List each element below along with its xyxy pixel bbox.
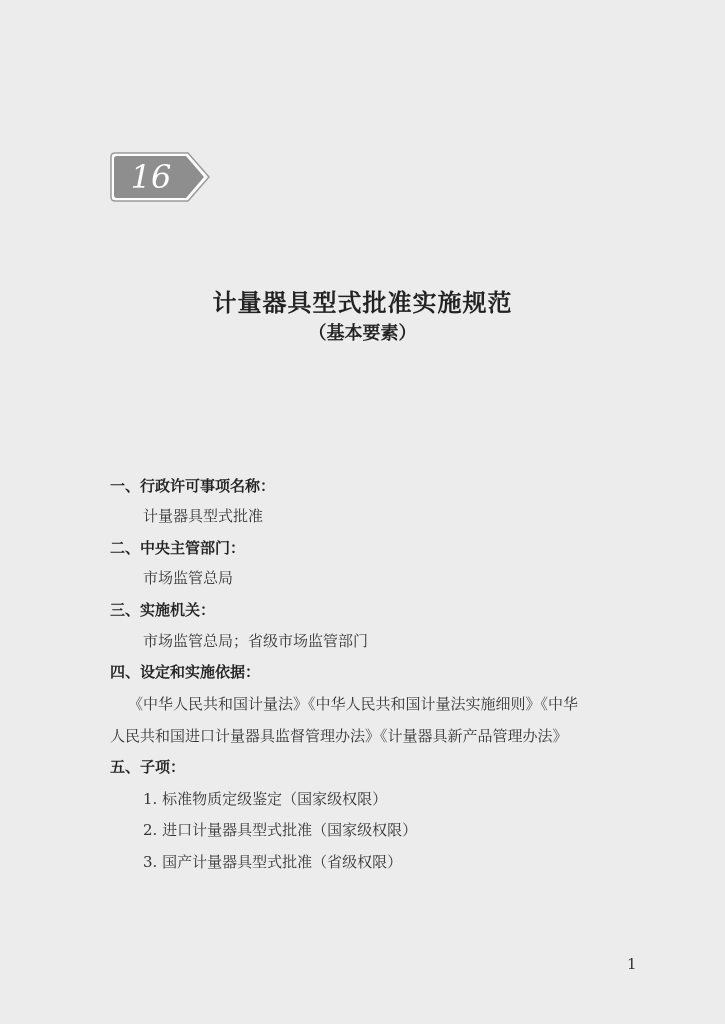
section-1-content: 计量器具型式批准: [143, 507, 264, 525]
section-5-heading: 五、子项：: [110, 758, 186, 776]
chapter-badge: [110, 152, 210, 202]
section-2-content: 市场监管总局: [143, 569, 234, 587]
sub-item: 2. 进口计量器具型式批准（国家级权限）: [143, 821, 418, 839]
section-3-content: 市场监管总局；省级市场监管部门: [143, 632, 369, 650]
section-4-text-line-1: 《中华人民共和国计量法》《中华人民共和国计量法实施细则》《中华: [128, 695, 579, 713]
chapter-number: 16: [130, 158, 172, 196]
section-4-text-line-2: 人民共和国进口计量器具监督管理办法》《计量器具新产品管理办法》: [110, 727, 568, 745]
sub-item: 1. 标准物质定级鉴定（国家级权限）: [143, 790, 388, 808]
section-4-heading: 四、设定和实施依据：: [110, 663, 261, 681]
page-subtitle: （基本要素）: [308, 323, 417, 344]
section-2-heading: 二、中央主管部门：: [110, 539, 246, 557]
page-number: 1: [627, 955, 637, 973]
section-1-heading: 一、行政许可事项名称：: [110, 477, 276, 495]
page-title: 计量器具型式批准实施规范: [212, 289, 513, 317]
sub-item: 3. 国产计量器具型式批准（省级权限）: [143, 853, 403, 871]
section-3-heading: 三、实施机关：: [110, 601, 216, 619]
